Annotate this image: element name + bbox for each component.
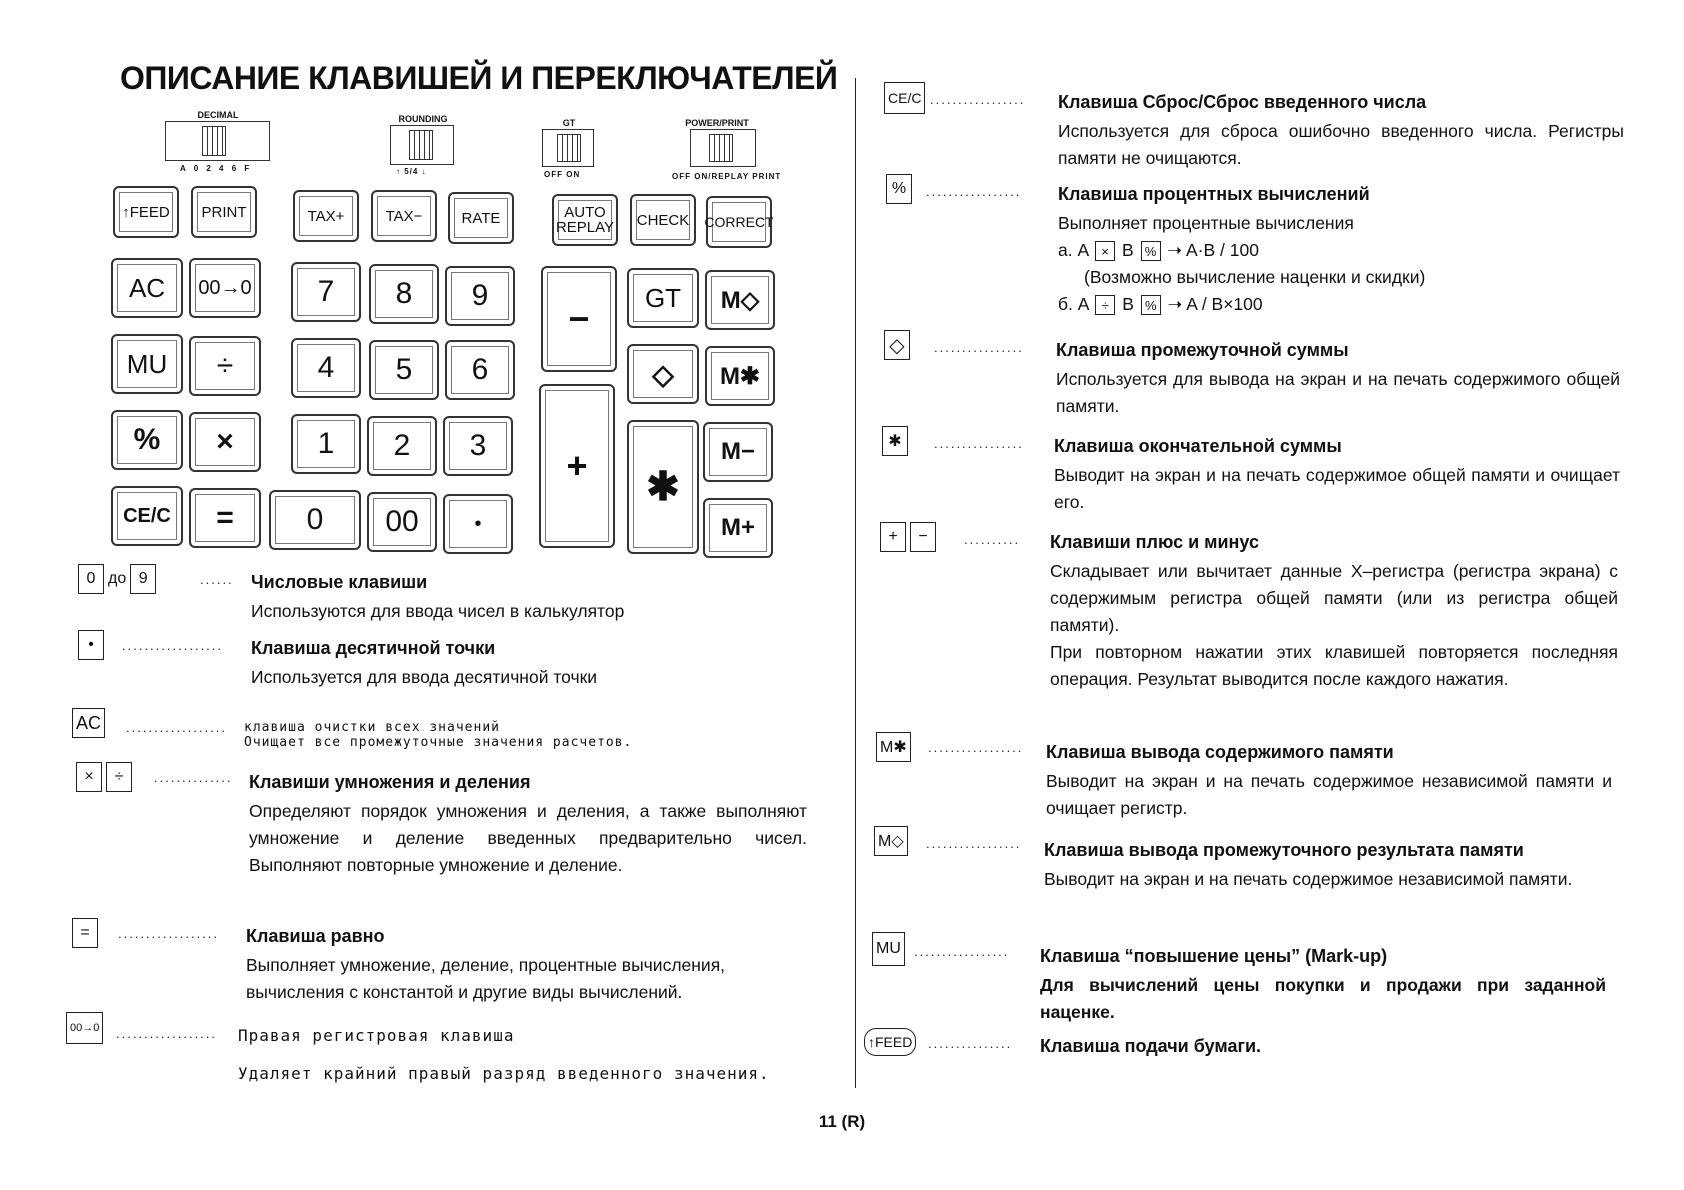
entry-total: ✱ ................ Клавиша окончательной суммы Выводит на экран и на печать содержимое общей памяти и очищает его. — [882, 426, 1626, 516]
icon-key-diamond: ◇ — [884, 330, 910, 360]
icon-key-shift: 00→0 — [66, 1012, 103, 1044]
switch-power-label: POWER/PRINT — [685, 118, 749, 128]
key-check[interactable]: CHECK — [630, 194, 696, 246]
entry-desc: Выводит на экран и на печать содержимое общей памяти и очищает его. — [1054, 465, 1620, 512]
formula-a-operand-a: A — [1077, 240, 1089, 260]
key-double-zero-right[interactable]: 00→0 — [189, 258, 261, 318]
entry-title: Числовые клавиши — [251, 572, 428, 592]
entry-right-shift: 00→0 .................. Правая регистровая клавиша Удаляет крайний правый разряд введенного значения. — [66, 1012, 846, 1082]
key-dot[interactable]: • — [443, 494, 513, 554]
key-gt[interactable]: GT — [627, 268, 699, 328]
switch-power-positions: OFF ON/REPLAY PRINT — [672, 172, 782, 181]
formula-b-operand-a: A — [1077, 294, 1089, 314]
key-00[interactable]: 00 — [367, 492, 437, 552]
entry-desc: Выводит на экран и на печать содержимое независимой памяти. — [1044, 869, 1573, 889]
key-1[interactable]: 1 — [291, 414, 361, 474]
arrow-icon: ➝ — [1167, 294, 1183, 314]
key-rate[interactable]: RATE — [448, 192, 514, 244]
key-5[interactable]: 5 — [369, 340, 439, 400]
icon-key-ce-c: CE/C — [884, 82, 925, 114]
entry-title: клавиша очистки всех значений — [244, 720, 500, 735]
key-4[interactable]: 4 — [291, 338, 361, 398]
entry-desc-2: При повторном нажатии этих клавишей повторяется последняя операция. Результат выводится после каждого нажатия. — [1050, 642, 1618, 689]
entry-memory-subtotal: M◇ ................. Клавиша вывода промежуточного результата памяти Выводит на экран и на печать содержимое независимой памяти. — [874, 826, 1624, 916]
key-9[interactable]: 9 — [445, 266, 515, 326]
entry-desc: Выполняет процентные вычисления — [1058, 213, 1354, 233]
key-correct[interactable]: CORRECT — [706, 196, 772, 248]
entry-title: Правая регистровая клавиша — [238, 1026, 515, 1045]
key-mu[interactable]: MU — [111, 334, 183, 394]
icon-key-equals: = — [72, 918, 98, 948]
key-8[interactable]: 8 — [369, 264, 439, 324]
key-auto-replay[interactable] — [552, 194, 618, 246]
entry-title: Клавиша вывода содержимого памяти — [1046, 742, 1394, 762]
entry-title: Клавиша процентных вычислений — [1058, 184, 1370, 204]
entry-desc: Выводит на экран и на печать содержимое независимой памяти и очищает регистр. — [1046, 771, 1612, 818]
key-percent[interactable]: % — [111, 410, 183, 470]
key-plus[interactable]: + — [539, 384, 615, 548]
key-feed[interactable]: ↑FEED — [113, 186, 179, 238]
entry-numeric-keys: 0 до 9 ...... Числовые клавиши Используются для ввода чисел в калькулятор — [78, 564, 848, 634]
entry-desc: Используется для вывода на экран и на печать содержимого общей памяти. — [1056, 369, 1620, 416]
entry-desc: Выполняет умножение, деление, процентные вычисления, вычисления с константой и другие виды вычислений. — [246, 955, 726, 1002]
icon-key-multiply: × — [76, 762, 102, 792]
entry-title: Клавиша окончательной суммы — [1054, 436, 1342, 456]
key-tax-plus[interactable]: TAX+ — [293, 190, 359, 242]
icon-key-plus: + — [880, 522, 906, 552]
entry-title: Клавиша вывода промежуточного результата памяти — [1044, 840, 1524, 860]
formula-note: (Возможно вычисление наценки и скидки) — [1084, 267, 1426, 287]
formula-b-operand-b: B — [1122, 294, 1134, 314]
entry-desc: Очищает все промежуточные значения расчетов. — [244, 735, 633, 750]
icon-key-divide: ÷ — [106, 762, 132, 792]
entry-decimal-point: • .................. Клавиша десятичной точки Используется для ввода десятичной точки — [78, 630, 848, 700]
icon-key-0: 0 — [78, 564, 104, 594]
entry-title: Клавиша подачи бумаги. — [1040, 1036, 1262, 1056]
entry-title: Клавиша десятичной точки — [251, 638, 496, 658]
entry-desc: Удаляет крайний правый разряд введенного значения. — [238, 1064, 770, 1083]
key-m-diamond[interactable]: M◇ — [705, 270, 775, 330]
entry-memory-recall: M✱ ................. Клавиша вывода содержимого памяти Выводит на экран и на печать содержимое независимой памяти и очищает регистр. — [876, 732, 1624, 822]
key-ac[interactable]: AC — [111, 258, 183, 318]
entry-mult-div: × ÷ .............. Клавиши умножения и деления Определяют порядок умножения и деления, а также выполняют умножение и деление введенных предварительно чисел. Выполняют повторные умножение и деление. — [76, 762, 846, 912]
entry-feed: ↑FEED ............... Клавиша подачи бумаги. — [864, 1028, 1624, 1068]
mini-key-percent: % — [1141, 295, 1161, 315]
icon-key-mu: MU — [872, 932, 905, 966]
range-word: до — [108, 570, 127, 587]
formula-b-result: A / B×100 — [1186, 294, 1263, 314]
key-m-star[interactable]: M✱ — [705, 346, 775, 406]
formula-a-prefix: а. — [1058, 240, 1073, 260]
key-m-plus[interactable]: M+ — [703, 498, 773, 558]
key-ce-c[interactable]: CE/C — [111, 486, 183, 546]
switch-gt-label: GT — [562, 118, 576, 128]
key-6[interactable]: 6 — [445, 340, 515, 400]
icon-key-dot: • — [78, 630, 104, 660]
icon-key-ac: AC — [72, 708, 105, 738]
entry-plus-minus: + − .......... Клавиши плюс и минус Складывает или вычитает данные X–регистра (регистра экрана) с содержимым регистра общей памяти (или из регистра общей памяти). При повторном нажатии этих клавишей повторяется последняя операция. Результат выводится после каждого нажатия. — [880, 522, 1624, 722]
icon-key-minus: − — [910, 522, 936, 552]
entry-desc: Складывает или вычитает данные X–регистра (регистра экрана) с содержимым регистра общей памяти (или из регистра общей памяти). — [1050, 561, 1618, 635]
key-7[interactable]: 7 — [291, 262, 361, 322]
formula-b-prefix: б. — [1058, 294, 1073, 314]
key-divide[interactable]: ÷ — [189, 336, 261, 396]
formula-a-operand-b: B — [1121, 240, 1134, 260]
key-tax-minus[interactable]: TAX− — [371, 190, 437, 242]
entry-title: Клавиши плюс и минус — [1050, 532, 1259, 552]
key-print[interactable]: PRINT — [191, 186, 257, 238]
entry-title: Клавиша равно — [246, 926, 385, 946]
switch-decimal-label: DECIMAL — [197, 110, 239, 120]
entry-subtotal: ◇ ................ Клавиша промежуточной суммы Используется для вывода на экран и на печать содержимого общей памяти. — [884, 330, 1626, 420]
entry-markup: MU ................. Клавиша “повышение цены” (Mark-up) Для вычислений цены покупки и продажи при заданной наценке. — [872, 932, 1624, 1022]
key-auto-replay-line2: REPLAY — [555, 219, 615, 236]
entry-title: Клавиша “повышение цены” (Mark-up) — [1040, 946, 1388, 966]
key-2[interactable]: 2 — [367, 416, 437, 476]
icon-key-feed: ↑FEED — [864, 1028, 916, 1056]
entry-percent: % ................. Клавиша процентных вычислений Выполняет процентные вычисления а. A × B % ➝ A·B / 100 (Возможно вычисление наценки и скидки) б. A ÷ B % ➝ A / B×100 — [886, 174, 1626, 324]
page-number: 11 (R) — [818, 1112, 866, 1131]
icon-key-9: 9 — [130, 564, 156, 594]
icon-key-percent: % — [886, 174, 912, 204]
key-equals[interactable]: = — [189, 488, 261, 548]
key-minus[interactable]: − — [541, 266, 617, 372]
switch-gt-positions: OFF ON — [544, 170, 581, 179]
key-auto-replay-line1: AUTO — [564, 204, 606, 221]
key-0[interactable]: 0 — [269, 490, 361, 550]
entry-desc: Для вычислений цены покупки и продажи при заданной наценке. — [1040, 975, 1606, 1022]
entry-ce-c: CE/C ................. Клавиша Сброс/Сброс введенного числа Используется для сброса ошибочно введенного числа. Регистры памяти не очищаются. — [884, 82, 1624, 172]
entry-desc: Используются для ввода чисел в калькулятор — [251, 601, 625, 621]
entry-title: Клавиша промежуточной суммы — [1056, 340, 1349, 360]
key-m-minus[interactable]: M− — [703, 422, 773, 482]
icon-key-m-star: M✱ — [876, 732, 911, 762]
entry-desc: Используется для ввода десятичной точки — [251, 667, 598, 687]
entry-desc: Определяют порядок умножения и деления, а также выполняют умножение и деление введенных предварительно чисел. Выполняют повторные умножение и деление. — [249, 801, 807, 875]
formula-a-result: A·B / 100 — [1185, 240, 1259, 260]
entry-title: Клавиша Сброс/Сброс введенного числа — [1058, 92, 1427, 112]
switch-rounding-positions: ↑ 5/4 ↓ — [396, 167, 427, 176]
mini-key-multiply: × — [1095, 241, 1115, 261]
key-3[interactable]: 3 — [443, 416, 513, 476]
icon-key-star: ✱ — [882, 426, 908, 456]
entry-ac: AC .................. клавиша очистки всех значений Очищает все промежуточные значения расчетов. — [72, 708, 848, 758]
column-divider — [855, 78, 856, 1088]
entry-desc: Используется для сброса ошибочно введенного числа. Регистры памяти не очищаются. — [1058, 121, 1624, 168]
key-multiply[interactable]: × — [189, 412, 261, 472]
icon-key-m-diamond: M◇ — [874, 826, 908, 856]
key-star[interactable]: ✱ — [627, 420, 699, 554]
entry-equals: = .................. Клавиша равно Выполняет умножение, деление, процентные вычисления, вычисления с константой и другие виды вычислений. — [72, 918, 846, 1008]
page-title: ОПИСАНИЕ КЛАВИШЕЙ И ПЕРЕКЛЮЧАТЕЛЕЙ — [120, 60, 838, 96]
mini-key-divide: ÷ — [1095, 295, 1115, 315]
arrow-icon: ➝ — [1167, 240, 1183, 260]
switch-decimal-positions: A 0 2 4 6 F — [180, 164, 253, 173]
formula-b — [1058, 291, 1263, 318]
formula-a — [1058, 237, 1259, 264]
entry-title: Клавиши умножения и деления — [249, 772, 531, 792]
mini-key-percent: % — [1141, 241, 1161, 261]
switch-rounding-label: ROUNDING — [398, 114, 448, 124]
key-diamond[interactable]: ◇ — [627, 344, 699, 404]
